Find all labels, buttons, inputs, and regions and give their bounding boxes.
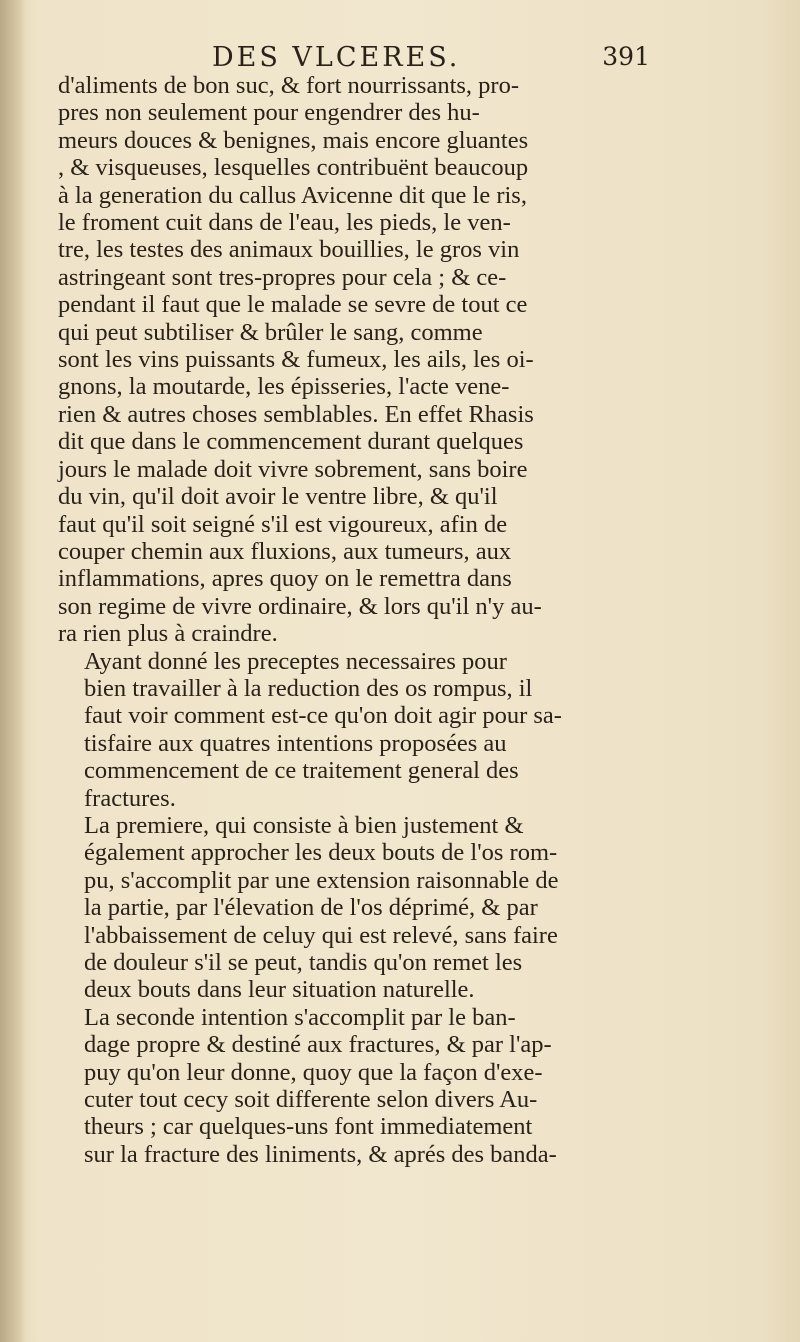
text-line: cuter tout cecy soit differente selon divers Au- (84, 1086, 538, 1114)
text-line: faut qu'il soit seigné s'il est vigoureux, afin de (58, 510, 508, 538)
text-line: gnons, la moutarde, les épisseries, l'acte vene- (58, 373, 510, 401)
text-line: , & visqueuses, lesquelles contribuënt beaucoup (58, 154, 529, 182)
text-line: à la generation du callus Avicenne dit que le ris, (58, 181, 527, 209)
paragraph (58, 648, 638, 812)
text-line: qui peut subtiliser & brûler le sang, comme (58, 318, 483, 346)
text-line: meurs douces & benignes, mais encore gluantes (58, 126, 529, 154)
text-line: La premiere, qui consiste à bien justement & (84, 811, 524, 839)
text-line: également approcher les deux bouts de l'os rom- (84, 839, 558, 867)
text-line: son regime de vivre ordinaire, & lors qu'il n'y au- (58, 592, 542, 620)
text-line: sont les vins puissants & fumeux, les ails, les oi- (58, 346, 534, 374)
text-line: pendant il faut que le malade se sevre de tout ce (58, 291, 528, 319)
page-gutter-shadow (0, 0, 26, 1342)
text-line: puy qu'on leur donne, quoy que la façon d'exe- (84, 1058, 543, 1086)
text-line: l'abbaissement de celuy qui est relevé, sans faire (84, 921, 558, 949)
text-line: commencement de ce traitement general des (84, 757, 519, 785)
text-line: rien & autres choses semblables. En effet Rhasis (58, 400, 534, 428)
text-line: Ayant donné les preceptes necessaires pour (84, 647, 507, 675)
text-line: d'aliments de bon suc, & fort nourrissants, pro- (58, 72, 519, 99)
page-header (60, 38, 650, 74)
body-text (58, 72, 638, 1168)
text-line: jours le malade doit vivre sobrement, sans boire (58, 455, 528, 483)
text-line: couper chemin aux fluxions, aux tumeurs, aux (58, 537, 512, 565)
text-line: bien travailler à la reduction des os rompus, il (84, 674, 533, 702)
text-line: le froment cuit dans de l'eau, les pieds, le ven- (58, 209, 511, 237)
text-line: la partie, par l'élevation de l'os déprimé, & par (84, 894, 538, 922)
text-line: du vin, qu'il doit avoir le ventre libre, & qu'il (58, 483, 498, 511)
text-line: pres non seulement pour engendrer des hu- (58, 99, 480, 127)
text-line: theurs ; car quelques-uns font immediatement (84, 1113, 533, 1141)
text-line: faut voir comment est-ce qu'on doit agir pour sa- (84, 702, 562, 730)
text-line: astringeant sont tres-propres pour cela ; & ce- (58, 263, 507, 291)
text-line: fractures. (84, 784, 176, 812)
paragraph (58, 812, 638, 1004)
paragraph (58, 1004, 638, 1168)
running-head: DES VLCERES. (212, 42, 461, 73)
text-line: tre, les testes des animaux bouillies, le gros vin (58, 236, 520, 264)
text-line: deux bouts dans leur situation naturelle. (84, 976, 475, 1004)
text-line: de douleur s'il se peut, tandis qu'on remet les (84, 949, 523, 976)
text-line: ra rien plus à craindre. (58, 620, 278, 648)
text-line: inflammations, apres quoy on le remettra dans (58, 565, 512, 593)
text-line: dit que dans le commencement durant quelques (58, 428, 524, 456)
text-line: dage propre & destiné aux fractures, & par l'ap- (84, 1031, 552, 1059)
text-line: tisfaire aux quatres intentions proposées au (84, 729, 507, 757)
text-line: La seconde intention s'accomplit par le ban- (84, 1003, 516, 1031)
text-line: pu, s'accomplit par une extension raisonnable de (84, 866, 559, 894)
paragraph (58, 72, 638, 648)
page-number: 391 (602, 42, 650, 71)
text-line: sur la fracture des liniments, & aprés des banda- (84, 1140, 557, 1168)
